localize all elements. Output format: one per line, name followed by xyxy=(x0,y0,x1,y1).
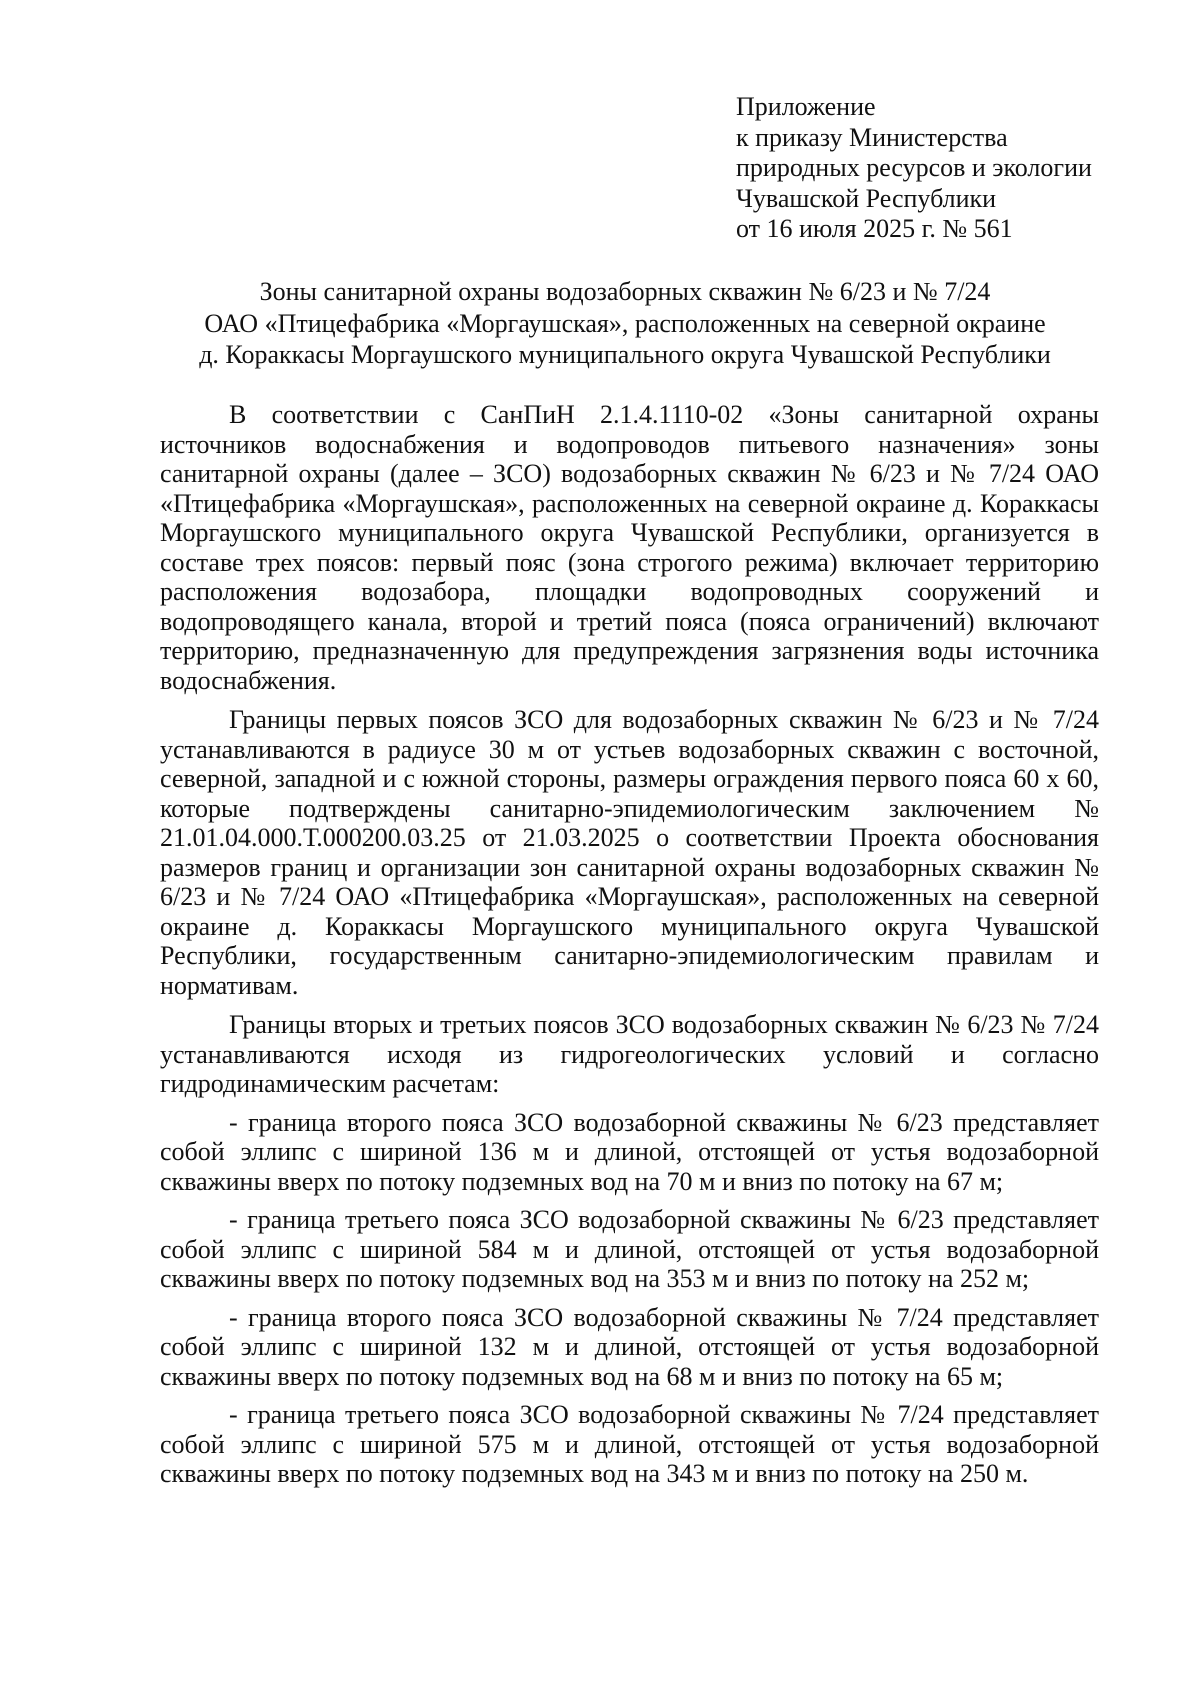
list-item: - граница третьего пояса ЗСО водозаборной скважины № 7/24 представляет собой эллипс с шириной 575 м и длиной, отстоящей от устья водозаборной скважины вверх по потоку подземных вод на 343 м и вниз по потоку на 250 м. xyxy=(160,1400,1099,1488)
appendix-block xyxy=(736,92,1156,245)
body-paragraph: Границы первых поясов ЗСО для водозаборных скважин № 6/23 и № 7/24 устанавливаются в радиусе 30 м от устьев водозаборных скважин с восточной, северной, западной и с южной стороны, размеры ограждения первого пояса 60 х 60, которые подтверждены санитарно-эпидемиологическим заключением № 21.01.04.000.Т.000200.03.25 от 21.03.2025 о соответствии Проекта обоснования размеров границ и организации зон санитарной охраны водозаборных скважин № 6/23 и № 7/24 ОАО «Птицефабрика «Моргаушская», расположенных на северной окраине д. Кораккасы Моргаушского муниципального округа Чувашской Республики, государственным санитарно-эпидемиологическим правилам и нормативам. xyxy=(160,705,1099,1000)
title-line: д. Кораккасы Моргаушского муниципального округа Чувашской Республики xyxy=(199,340,1051,369)
body-paragraph: В соответствии с СанПиН 2.1.4.1110-02 «Зоны санитарной охраны источников водоснабжения и водопроводов питьевого назначения» зоны санитарной охраны (далее – ЗСО) водозаборных скважин № 6/23 и № 7/24 ОАО «Птицефабрика «Моргаушская», расположенных на северной окраине д. Кораккасы Моргаушского муниципального округа Чувашской Республики, организуется в составе трех поясов: первый пояс (зона строгого режима) включает территорию расположения водозабора, площадки водопроводных сооружений и водопроводящего канала, второй и третий пояса (пояса ограничений) включают территорию, предназначенную для предупреждения загрязнения воды источника водоснабжения. xyxy=(160,400,1099,695)
body-paragraph: Границы вторых и третьих поясов ЗСО водозаборных скважин № 6/23 № 7/24 устанавливаются исходя из гидрогеологических условий и согласно гидродинамическим расчетам: xyxy=(160,1010,1099,1098)
document-title xyxy=(150,276,1100,371)
list-item: - граница третьего пояса ЗСО водозаборной скважины № 6/23 представляет собой эллипс с шириной 584 м и длиной, отстоящей от устья водозаборной скважины вверх по потоку подземных вод на 353 м и вниз по потоку на 252 м; xyxy=(160,1205,1099,1293)
title-line: ОАО «Птицефабрика «Моргаушская», расположенных на северной окраине xyxy=(204,308,1046,338)
document-body xyxy=(160,400,1099,1498)
appendix-line: от 16 июля 2025 г. № 561 xyxy=(736,214,1013,243)
list-item: - граница второго пояса ЗСО водозаборной скважины № 6/23 представляет собой эллипс с шириной 136 м и длиной, отстоящей от устья водозаборной скважины вверх по потоку подземных вод на 70 м и вниз по потоку на 67 м; xyxy=(160,1107,1099,1196)
title-line: Зоны санитарной охраны водозаборных скважин № 6/23 и № 7/24 xyxy=(259,277,991,306)
list-item: - граница второго пояса ЗСО водозаборной скважины № 7/24 представляет собой эллипс с шириной 132 м и длиной, отстоящей от устья водозаборной скважины вверх по потоку подземных вод на 68 м и вниз по потоку на 65 м; xyxy=(160,1302,1099,1391)
appendix-line: Чувашской Республики xyxy=(736,183,997,213)
appendix-line: природных ресурсов и экологии xyxy=(736,153,1092,182)
appendix-line: к приказу Министерства xyxy=(736,122,1008,152)
appendix-line: Приложение xyxy=(736,92,876,121)
